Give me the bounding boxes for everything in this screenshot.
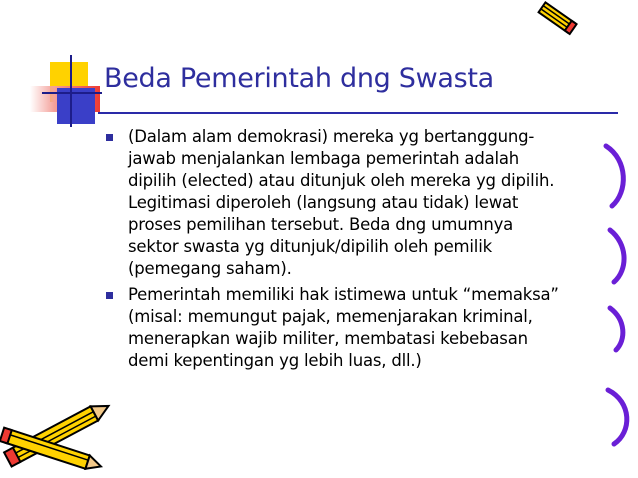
bullet-item bbox=[104, 284, 604, 372]
title-decoration-line-vertical bbox=[70, 55, 72, 127]
slide-title: Beda Pemerintah dng Swasta bbox=[104, 63, 494, 94]
bullet-text: (Dalam alam demokrasi) mereka yg bertanggung- jawab menjalankan lembaga pemerintah adalah dipilih (elected) atau ditunjuk oleh mereka yg dipilih. Legitimasi diperoleh (langsung atau tidak) lewat proses pemilihan tersebut. Beda dng umumnya sektor swasta yg ditunjuk/dipilih oleh pemilik (pemegang saham). bbox=[128, 127, 555, 278]
bullet-item bbox=[104, 126, 604, 280]
bullet-list bbox=[104, 126, 604, 376]
bullet-text: Pemerintah memiliki hak istimewa untuk “memaksa” (misal: memungut pajak, memenjarakan kriminal, menerapkan wajib militer, membatasi kebebasan demi kepentingan yg lebih luas, dll.) bbox=[128, 285, 559, 370]
title-decoration-line-horizontal bbox=[42, 92, 102, 94]
pencil-clipart-icon bbox=[534, 0, 580, 38]
bullet-marker bbox=[106, 134, 113, 141]
title-underline bbox=[98, 112, 618, 114]
bullet-marker bbox=[106, 292, 113, 299]
curve-decoration-icon bbox=[602, 140, 638, 450]
pencils-clipart-icon bbox=[0, 390, 120, 478]
